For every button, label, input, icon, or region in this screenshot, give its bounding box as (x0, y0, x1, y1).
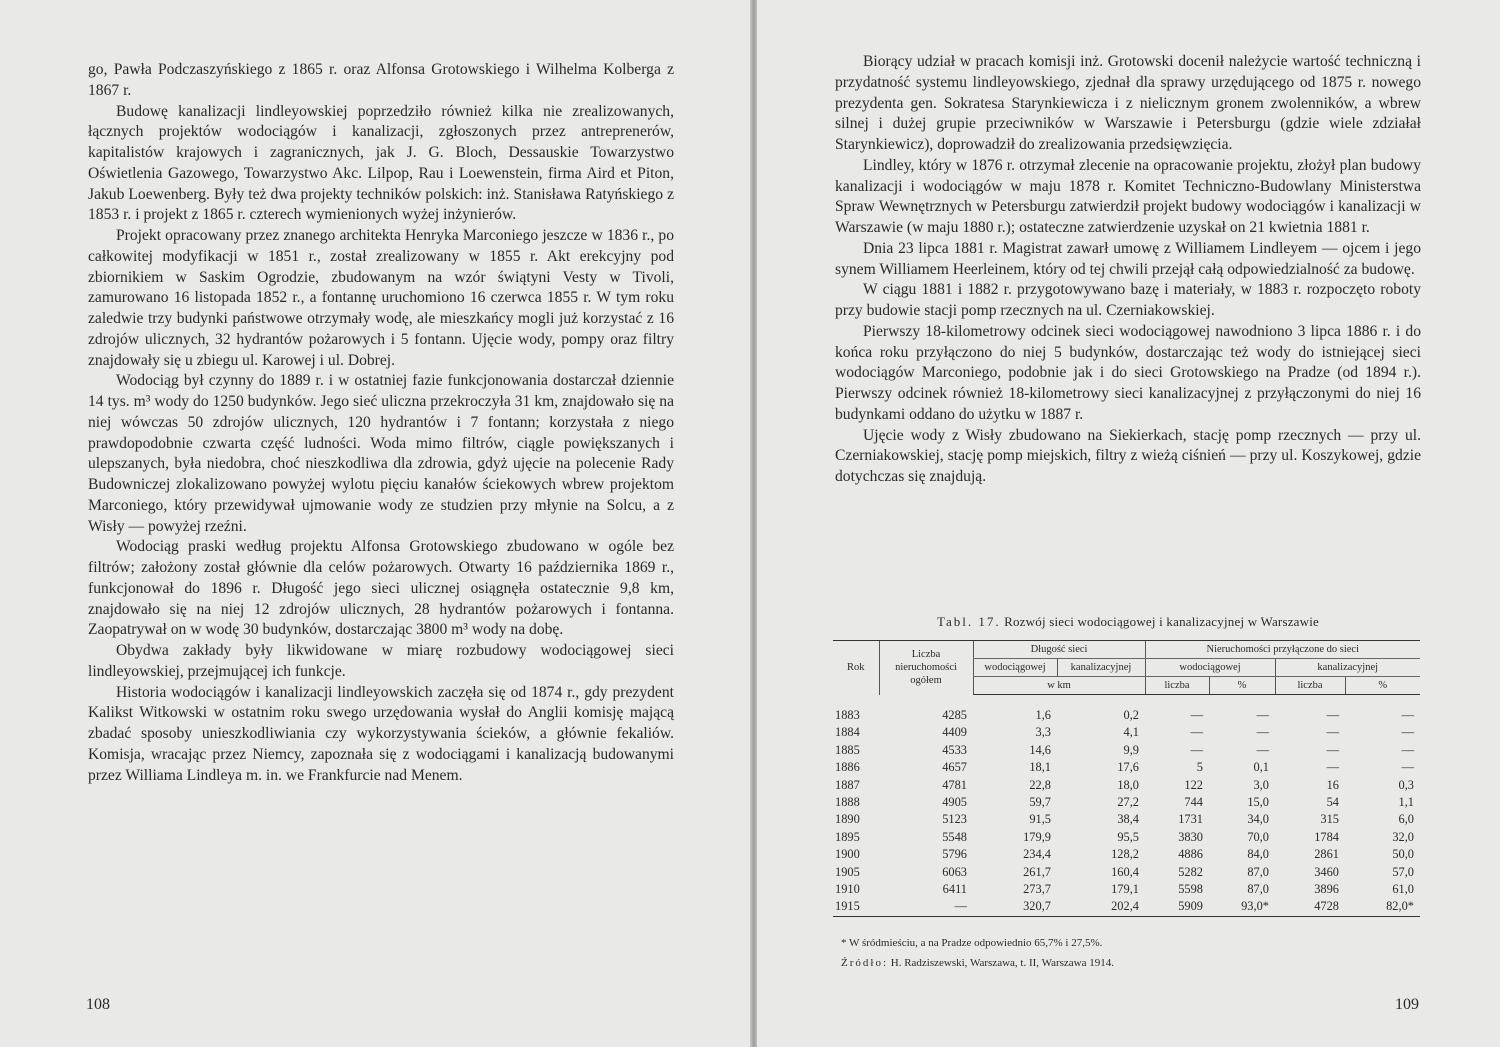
table-cell: 3830 (1178, 829, 1203, 844)
table-cell: — (1256, 725, 1269, 740)
source-text: H. Radziszewski, Warszawa, t. II, Warszawa 1914. (890, 957, 1114, 969)
paragraph: Dnia 23 lipca 1881 r. Magistrat zawarł umowę z Williamem Lindleyem — ojcem i jego synem Williamem Heerleinem, który od tej chwili przejął całą odpowiedzialność za budowę. (835, 239, 1421, 278)
table-cell: 1784 (1314, 829, 1339, 844)
table-row (833, 898, 1420, 916)
table-row (833, 759, 1420, 776)
page-number: 108 (86, 996, 110, 1013)
table-cell: 315 (1320, 812, 1339, 827)
header-liczba: liczba (1275, 677, 1345, 695)
table-cell: — (1190, 708, 1203, 722)
header-w-km: w km (973, 677, 1145, 695)
header-kanalizacyjnej-przyl: kanalizacyjnej (1275, 659, 1420, 677)
year-cell: 1888 (835, 795, 860, 810)
table-cell: 34,0 (1247, 812, 1269, 827)
table-cell: 4285 (942, 708, 967, 722)
table-cell: 3460 (1314, 864, 1339, 879)
table-cell: 9,9 (1123, 742, 1139, 757)
table-body (833, 695, 1420, 917)
paragraph: W ciągu 1881 i 1882 r. przygotowywano bazę i materiały, w 1883 r. rozpoczęto roboty przy budowie stacji pomp rzecznych na ul. Czerniakowskiej. (835, 281, 1421, 319)
table-cell: 273,7 (1023, 882, 1051, 897)
year-cell: 1890 (835, 812, 860, 827)
data-table (833, 640, 1420, 917)
table-cell: — (879, 898, 973, 916)
table-cell: 160,4 (1111, 864, 1139, 879)
table-cell: 93,0* (1209, 898, 1275, 916)
table-cell: — (1190, 742, 1203, 757)
table-cell: 3,0 (1253, 777, 1269, 792)
table-cell: 91,5 (1029, 812, 1051, 827)
table-cell: 6411 (942, 882, 967, 897)
table-row (833, 707, 1420, 724)
table-cell: 261,7 (1023, 864, 1051, 879)
table-row (833, 881, 1420, 898)
table-cell: 1731 (1178, 812, 1203, 827)
paragraph: Wodociąg był czynny do 1889 r. i w ostatniej fazie funkcjonowania dostarczał dziennie 14 tys. m³ wody do 1250 budynków. Jego sieć uliczna przekroczyła 31 km, znajdowało się na niej wówczas 50 zdrojów ulicznych, 120 hydrantów i 7 fontann; korzystała z niego prawdopodobnie czwarta część ludności. Woda mimo filtrów, ciągle powiększanych i ulepszanych, była niedobra, choć nieszkodliwa dla zdrowia, gdyż ujęcie na polecenie Rady Budowniczej zlokalizowano powyżej wylotu pięciu kanałów ściekowych wbrew projektom Marconiego, który przewidywał ujmowanie wody ze studzien przy młynie na Solcu, a z Wisły — powyżej rzeźni. (88, 372, 674, 535)
paragraph: Ujęcie wody z Wisły zbudowano na Siekierkach, stację pomp rzecznych — przy ul. Czerniakowskiej, stację pomp miejskich, filtry z wieżą ciśnień — przy ul. Koszykowej, gdzie dotychczas się znajdują. (835, 426, 1421, 485)
paragraph: Lindley, który w 1876 r. otrzymał zlecenie na opracowanie projektu, złożył plan budowy kanalizacji i wodociągów w maju 1878 r. Komitet Techniczno-Budowlany Ministerstwa Spraw Wewnętrznych w Petersburgu zatwierdził projekt budowy wodociągów i kanalizacji w Warszawie (w maju 1880 r.); ostateczne zatwierdzenie uzyskał on 21 kwietnia 1881 r. (835, 156, 1421, 236)
year-cell: 1910 (835, 882, 860, 897)
table-cell: 38,4 (1117, 812, 1139, 827)
table-row (833, 829, 1420, 846)
left-text-column (88, 60, 674, 786)
table-cell: 59,7 (1029, 795, 1051, 810)
paragraph: Projekt opracowany przez znanego architekta Henryka Marconiego jeszcze w 1836 r., po całkowitej modyfikacji w 1851 r., został zrealizowany w 1855 r. Akt erekcyjny pod zbiornikiem w Saskim Ogrodzie, zbudowanym na wzór świątyni Vesty w Tivoli, zamurowano 16 listopada 1852 r., a fontannę uruchomiono 16 czerwca 1855 r. W tym roku zaledwie trzy budynki państwowe otrzymały wodę, ale mieszkańcy mogli już korzystać z 16 zdrojów ulicznych, 32 hydrantów pożarowych i 5 fontann. Ujęcie wody, pompy oraz filtry znajdowały się u zbiegu ul. Karowej i ul. Dobrej. (88, 227, 674, 369)
table-caption (835, 614, 1421, 630)
paragraph: Budowę kanalizacji lindleyowskiej poprzedziło również kilka nie zrealizowanych, łącznych projektów wodociągów i kanalizacji, zgłoszonych przez antreprenerów, kapitalistów krajowych i zagranicznych, jak J. G. Bloch, Dessauskie Towarzystwo Oświetlenia Gazowego, Towarzystwo Akc. Lilpop, Rau i Loewenstein, firma Aird et Piton, Jakub Loewenberg. Były też dwa projekty techników polskich: inż. Stanisława Ratyńskiego z 1853 r. i projekt z 1865 r. czterech wymienionych wyżej inżynierów. (88, 102, 674, 224)
year-cell: 1884 (835, 725, 860, 740)
header-nieruchomosci-przylaczone: Nieruchomości przyłączone do sieci (1145, 641, 1420, 659)
paragraph: Biorący udział w pracach komisji inż. Grotowski docenił należycie wartość techniczną i przydatność systemu lindleyowskiego, zjednał dla sprawy urzędującego od 1875 r. nowego prezydenta gen. Sokratesa Starynkiewicza i z nielicznym gronem zwolenników, a wbrew silnej i dużej grupie przeciwników w Warszawie i Petersburgu (gdzie wiele zdziałał Starynkiewicz), doprowadził do zrealizowania przedsięwzięcia. (835, 53, 1421, 153)
table-cell: 22,8 (1029, 777, 1051, 792)
table-row (833, 742, 1420, 759)
header-dlugosc-sieci: Długość sieci (973, 641, 1145, 659)
source-label: Źródło: (841, 957, 888, 969)
paragraph: go, Pawła Podczaszyńskiego z 1865 r. oraz Alfonsa Grotowskiego i Wilhelma Kolberga z 1867 r. (88, 61, 674, 99)
table-row (833, 724, 1420, 741)
table-cell: 95,5 (1117, 829, 1139, 844)
table-row (833, 846, 1420, 863)
table-cell: 0,1 (1253, 760, 1269, 775)
right-page (757, 0, 1500, 1047)
table-cell: 0,2 (1123, 708, 1139, 722)
table-cell: 84,0 (1247, 847, 1269, 862)
table-cell: — (1256, 708, 1269, 722)
table-cell: 6063 (942, 864, 967, 879)
table-cell: 4728 (1275, 898, 1345, 916)
table-cell: — (1190, 725, 1203, 740)
table-cell: 70,0 (1247, 829, 1269, 844)
table-caption-text: Rozwój sieci wodociągowej i kanalizacyjnej w Warszawie (1004, 614, 1320, 629)
table-source (841, 957, 1421, 969)
paragraph: Pierwszy 18-kilometrowy odcinek sieci wodociągowej nawodniono 3 lipca 1886 r. i do końca roku przyłączono do niej 5 budynków, dostarczając też wody do istniejącej sieci wodociągów Marconiego, podobnie jak i do sieci Grotowskiego na Pradze (od 1894 r.). Pierwszy odcinek również 18-kilometrowy sieci kanalizacyjnej z przyłączonymi do niej 16 budynkami oddano do użytku w 1887 r. (835, 322, 1421, 423)
table-cell: 5548 (942, 829, 967, 844)
header-wodociagowej: wodociągowej (973, 659, 1057, 677)
year-cell: 1900 (835, 847, 860, 862)
table-cell: 1,1 (1398, 795, 1414, 810)
table-cell: 234,4 (1023, 847, 1051, 862)
table-cell: 3,3 (1035, 725, 1051, 740)
table-cell: 128,2 (1111, 847, 1139, 862)
table-cell: 6,0 (1398, 812, 1414, 827)
table-cell: 4,1 (1123, 725, 1139, 740)
paragraph: Obydwa zakłady były likwidowane w miarę rozbudowy wodociągowej sieci lindleyowskiej, przejmującej ich funkcje. (88, 642, 674, 680)
table-footnote: * W śródmieściu, a na Pradze odpowiednio 65,7% i 27,5%. (841, 937, 1103, 949)
table-cell: 32,0 (1392, 829, 1414, 844)
table-cell: 744 (1184, 795, 1203, 810)
year-cell: 1915 (833, 898, 879, 916)
table-cell: 54 (1326, 795, 1339, 810)
year-cell: 1886 (835, 760, 860, 775)
year-cell: 1885 (835, 742, 860, 757)
paragraph: Historia wodociągów i kanalizacji lindleyowskich zaczęła się od 1874 r., gdy prezydent Kalikst Witkowski w ostatnim roku swego urzędowania wysłał do Anglii komisję mającą zbadać sposoby unieszkodliwiania czy wykorzystywania ścieków, a głównie fekaliów. Komisja, wracając przez Niemcy, zapoznała się z wodociągami i kanalizacją budowanymi przez Williama Lindleya m. in. we Frankfurcie nad Menem. (88, 683, 674, 784)
table-cell: — (1401, 760, 1414, 775)
table-cell: 3896 (1314, 882, 1339, 897)
table-cell: 202,4 (1057, 898, 1145, 916)
table-cell: 87,0 (1247, 882, 1269, 897)
paragraph: Wodociąg praski według projektu Alfonsa Grotowskiego zbudowano w ogóle bez filtrów; założony został głównie dla celów pożarowych. Otwarty 16 października 1869 r., funkcjonował do 1896 r. Długość jego sieci ulicznej osiągnęła ostatecznie 9,8 km, znajdowało się na niej 12 zdrojów ulicznych, 28 hydrantów pożarowych i fontanna. Zaopatrywał on w wodę 30 budynków, dostarczając 3800 m³ wody na dobę. (88, 538, 674, 639)
table-cell: 50,0 (1392, 847, 1414, 862)
table-cell: 4781 (942, 777, 967, 792)
table-cell: — (1401, 725, 1414, 740)
table-cell: 15,0 (1247, 795, 1269, 810)
table-cell: 87,0 (1247, 864, 1269, 879)
year-cell: 1883 (835, 708, 860, 722)
year-cell: 1895 (835, 829, 860, 844)
table-cell: 4886 (1178, 847, 1203, 862)
table-cell: — (1326, 760, 1339, 775)
table-cell: 82,0* (1345, 898, 1420, 916)
table-cell: — (1256, 742, 1269, 757)
table-cell: — (1401, 742, 1414, 757)
header-liczba-nieruchomosci: Liczba nieruchomości ogółem (879, 641, 973, 695)
table-cell: 18,0 (1117, 777, 1139, 792)
table-row (833, 794, 1420, 811)
table-cell: 0,3 (1398, 777, 1414, 792)
table-cell: 57,0 (1392, 864, 1414, 879)
table-cell: — (1326, 708, 1339, 722)
table-cell: 18,1 (1029, 760, 1051, 775)
table-cell: 5598 (1178, 882, 1203, 897)
right-text-column (835, 52, 1421, 488)
header-wodociagowej-przyl: wodociągowej (1145, 659, 1275, 677)
table-cell: 5 (1196, 760, 1203, 775)
header-liczba: liczba (1145, 677, 1209, 695)
table-cell: — (1401, 708, 1414, 722)
table-cell: 4905 (942, 795, 967, 810)
table-cell: 4533 (942, 742, 967, 757)
header-procent: % (1345, 677, 1420, 695)
header-kanalizacyjnej: kanalizacyjnej (1057, 659, 1145, 677)
table-cell: 2861 (1314, 847, 1339, 862)
table-cell: 5123 (942, 812, 967, 827)
table-row (833, 864, 1420, 881)
table-cell: 1,6 (1035, 708, 1051, 722)
table-row (833, 777, 1420, 794)
table-label: Tabl. 17. (936, 614, 1001, 629)
table-cell: 122 (1184, 777, 1203, 792)
table-cell: 5796 (942, 847, 967, 862)
table-cell: 5282 (1178, 864, 1203, 879)
year-cell: 1887 (835, 777, 860, 792)
table-cell: 179,1 (1111, 882, 1139, 897)
table-cell: — (1326, 742, 1339, 757)
page-number: 109 (1395, 996, 1419, 1013)
table-cell: 320,7 (973, 898, 1057, 916)
table-cell: 27,2 (1117, 795, 1139, 810)
table-row (833, 811, 1420, 828)
table-cell: 61,0 (1392, 882, 1414, 897)
table-cell: 17,6 (1117, 760, 1139, 775)
table-cell: 16 (1326, 777, 1339, 792)
table-cell: — (1326, 725, 1339, 740)
year-cell: 1905 (835, 864, 860, 879)
table-cell: 14,6 (1029, 742, 1051, 757)
header-procent: % (1209, 677, 1275, 695)
header-rok: Rok (833, 641, 879, 695)
table-cell: 4409 (942, 725, 967, 740)
table-cell: 179,9 (1023, 829, 1051, 844)
table-cell: 5909 (1145, 898, 1209, 916)
table-cell: 4657 (942, 760, 967, 775)
